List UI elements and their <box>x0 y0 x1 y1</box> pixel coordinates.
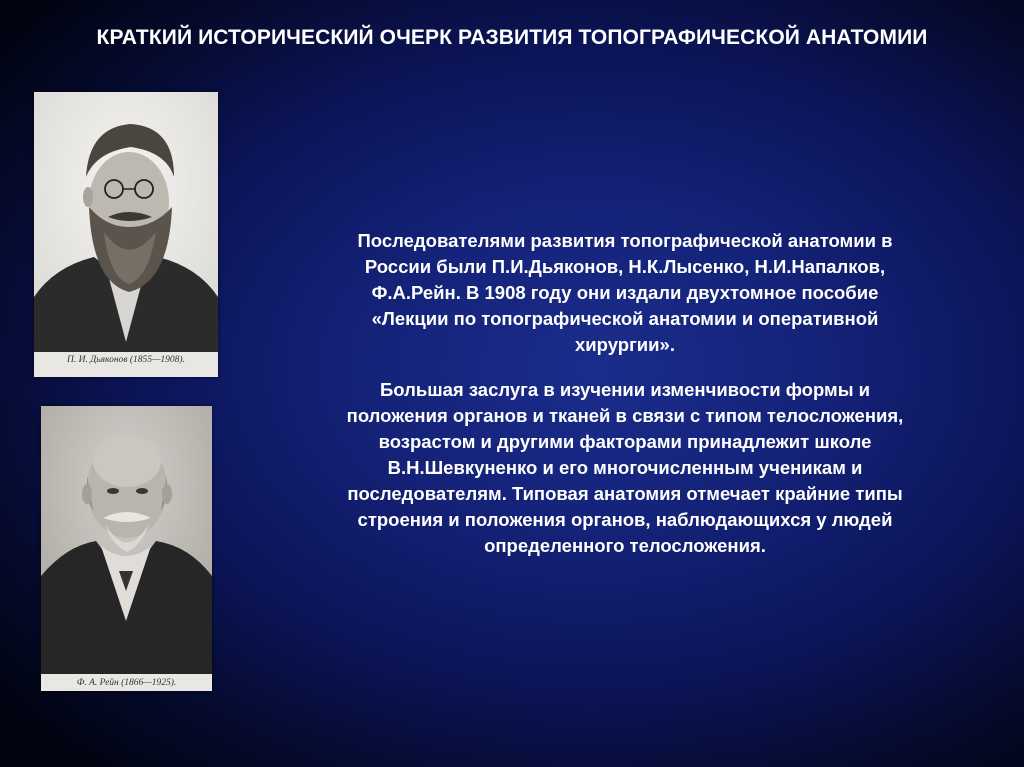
text-line: Последователями развития топографической анатомии в <box>357 230 893 251</box>
text-line: положения органов и тканей в связи с типом телосложения, <box>346 405 904 426</box>
portrait-caption: П. И. Дьяконов (1855—1908). <box>67 355 185 365</box>
text-line: определенного телосложения. <box>484 535 766 556</box>
text-line: хирургии». <box>575 334 675 355</box>
portrait-rein-image <box>41 406 212 674</box>
text-line: последователям. Типовая анатомия отмечает крайние типы <box>347 483 903 504</box>
text-line: строения и положения органов, наблюдающихся у людей <box>357 509 893 530</box>
text-line: Ф.А.Рейн. В 1908 году они издали двухтомное пособие <box>371 282 879 303</box>
text-line: возрастом и другими факторами принадлежит школе <box>378 431 872 452</box>
paragraph-followers <box>270 228 980 358</box>
portrait-dyakonov-image <box>34 92 218 352</box>
portrait-dyakonov <box>34 92 218 377</box>
paragraph-shevkunenko-school <box>270 377 980 559</box>
text-line: России были П.И.Дьяконов, Н.К.Лысенко, Н.И.Напалков, <box>364 256 886 277</box>
slide-title: КРАТКИЙ ИСТОРИЧЕСКИЙ ОЧЕРК РАЗВИТИЯ ТОПОГРАФИЧЕСКОЙ АНАТОМИИ <box>96 26 928 49</box>
portrait-rein <box>41 406 212 691</box>
text-line: «Лекции по топографической анатомии и оперативной <box>371 308 879 329</box>
text-line: Большая заслуга в изучении изменчивости формы и <box>379 379 871 400</box>
text-line: В.Н.Шевкуненко и его многочисленным ученикам и <box>387 457 863 478</box>
portrait-caption: Ф. А. Рейн (1866—1925). <box>76 678 177 688</box>
